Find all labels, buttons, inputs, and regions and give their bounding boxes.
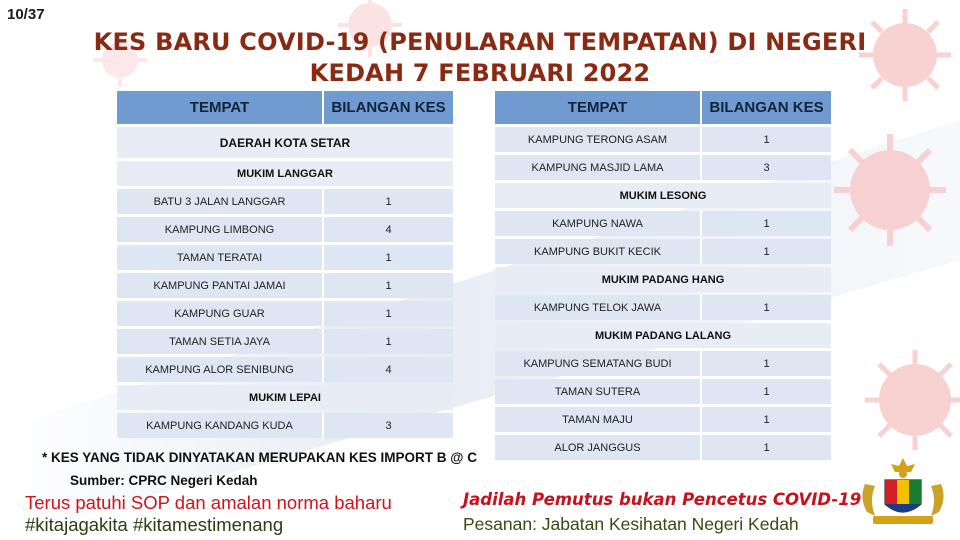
- place-cell: KAMPUNG SEMATANG BUDI: [495, 351, 702, 376]
- table-row: [495, 211, 831, 236]
- mukim-label: MUKIM LEPAI: [117, 385, 453, 410]
- table-row: [117, 357, 453, 382]
- page-title: KES BARU COVID-19 (PENULARAN TEMPATAN) DI NEGERI: [93, 28, 867, 56]
- count-cell: 1: [702, 407, 831, 432]
- page-number: 10/37: [7, 6, 45, 23]
- column-header-place: TEMPAT: [495, 91, 702, 124]
- count-cell: 1: [324, 189, 453, 214]
- table-row: [495, 155, 831, 180]
- place-cell: TAMAN SETIA JAYA: [117, 329, 324, 354]
- table-row: [117, 413, 453, 438]
- count-cell: 4: [324, 357, 453, 382]
- place-cell: KAMPUNG NAWA: [495, 211, 702, 236]
- table-row: [495, 295, 831, 320]
- place-cell: ALOR JANGGUS: [495, 435, 702, 460]
- table-row: [495, 351, 831, 376]
- table-row: [117, 273, 453, 298]
- table-row: [495, 379, 831, 404]
- mukim-row: [495, 323, 831, 348]
- table-row: [495, 435, 831, 460]
- place-cell: KAMPUNG PANTAI JAMAI: [117, 273, 324, 298]
- count-cell: 3: [702, 155, 831, 180]
- cases-table-right: [495, 88, 831, 463]
- count-cell: 3: [324, 413, 453, 438]
- place-cell: BATU 3 JALAN LANGGAR: [117, 189, 324, 214]
- place-cell: KAMPUNG TELOK JAWA: [495, 295, 702, 320]
- column-header-count: BILANGAN KES: [702, 91, 831, 124]
- cases-table-left: [117, 88, 453, 441]
- table-row: [495, 239, 831, 264]
- table-row: [117, 245, 453, 270]
- place-cell: KAMPUNG TERONG ASAM: [495, 127, 702, 152]
- hashtags: #kitajagakita #kitamestimenang: [25, 514, 284, 535]
- place-cell: TAMAN TERATAI: [117, 245, 324, 270]
- count-cell: 1: [702, 379, 831, 404]
- place-cell: TAMAN SUTERA: [495, 379, 702, 404]
- motto: Jadilah Pemutus bukan Pencetus COVID-19: [463, 490, 862, 509]
- kedah-state-emblem-icon: [855, 454, 951, 530]
- count-cell: 1: [324, 301, 453, 326]
- count-cell: 1: [702, 127, 831, 152]
- page-title-date: KEDAH 7 FEBRUARI 2022: [309, 59, 651, 87]
- mukim-row: [495, 267, 831, 292]
- table-row: [117, 217, 453, 242]
- count-cell: 1: [702, 211, 831, 236]
- place-cell: TAMAN MAJU: [495, 407, 702, 432]
- place-cell: KAMPUNG MASJID LAMA: [495, 155, 702, 180]
- virus-icon: [865, 350, 960, 450]
- count-cell: 1: [324, 273, 453, 298]
- table-header-row: [495, 91, 831, 124]
- table-row: [117, 301, 453, 326]
- count-cell: 1: [702, 435, 831, 460]
- mukim-label: MUKIM LESONG: [495, 183, 831, 208]
- place-cell: KAMPUNG LIMBONG: [117, 217, 324, 242]
- mukim-row: [117, 161, 453, 186]
- count-cell: 1: [702, 295, 831, 320]
- mukim-label: MUKIM PADANG HANG: [495, 267, 831, 292]
- count-cell: 1: [324, 329, 453, 354]
- place-cell: KAMPUNG BUKIT KECIK: [495, 239, 702, 264]
- table-header-row: [117, 91, 453, 124]
- table-row: [495, 127, 831, 152]
- column-header-place: TEMPAT: [117, 91, 324, 124]
- table-row: [117, 329, 453, 354]
- table-row: [117, 189, 453, 214]
- table-row: [495, 407, 831, 432]
- source-label: Sumber: CPRC Negeri Kedah: [70, 473, 258, 488]
- place-cell: KAMPUNG GUAR: [117, 301, 324, 326]
- mukim-label: MUKIM LANGGAR: [117, 161, 453, 186]
- count-cell: 1: [324, 245, 453, 270]
- district-label: DAERAH KOTA SETAR: [117, 127, 453, 158]
- place-cell: KAMPUNG KANDANG KUDA: [117, 413, 324, 438]
- mukim-row: [495, 183, 831, 208]
- import-case-note: * KES YANG TIDAK DINYATAKAN MERUPAKAN KES IMPORT B @ C: [42, 450, 477, 465]
- mukim-row: [117, 385, 453, 410]
- column-header-count: BILANGAN KES: [324, 91, 453, 124]
- count-cell: 1: [702, 351, 831, 376]
- count-cell: 1: [702, 239, 831, 264]
- sop-slogan: Terus patuhi SOP dan amalan norma baharu: [25, 492, 392, 513]
- virus-icon: [834, 134, 946, 246]
- message-from: Pesanan: Jabatan Kesihatan Negeri Kedah: [463, 514, 799, 534]
- place-cell: KAMPUNG ALOR SENIBUNG: [117, 357, 324, 382]
- district-row: [117, 127, 453, 158]
- mukim-label: MUKIM PADANG LALANG: [495, 323, 831, 348]
- count-cell: 4: [324, 217, 453, 242]
